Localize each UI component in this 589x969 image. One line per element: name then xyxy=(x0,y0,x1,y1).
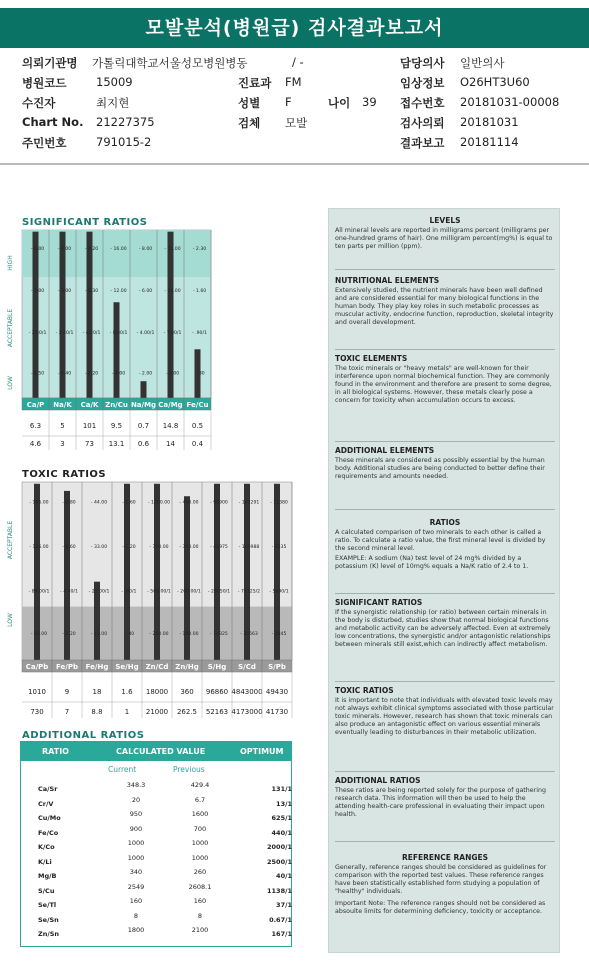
levels-text: All mineral levels are reported in milligrams percent (milligrams per one-hundred grams of hair). One milligram percent(mg%) is equal to ten parts per million (ppm). xyxy=(335,227,553,250)
current-value: 4843000 xyxy=(231,688,263,696)
previous-value: 730 xyxy=(30,708,44,716)
cell-previous: 429.4 xyxy=(190,781,210,789)
tick-label: - 28650/1 xyxy=(207,589,231,595)
current-value: 49430 xyxy=(265,688,289,696)
cell-ratio: K/Li xyxy=(38,857,52,866)
patient-value: 최지현 xyxy=(96,96,130,110)
clinical-label: 임상정보 xyxy=(400,76,445,90)
sub-current: Current xyxy=(108,765,137,774)
tick-label: - 4.20/1 xyxy=(82,331,101,337)
tick-label: - .80/1 xyxy=(121,589,137,595)
previous-value: 8.8 xyxy=(91,708,103,716)
hospital-sep: / - xyxy=(292,55,304,69)
ref-note: Important Note: The reference ranges should not be considered as absoulte limits for determining deficiency, toxicity or acceptance. xyxy=(335,900,546,915)
tick-label: - 300.00 xyxy=(179,544,199,550)
received-label: 접수번호 xyxy=(400,96,445,110)
high-zone xyxy=(22,230,211,277)
current-value: 1.6 xyxy=(121,688,133,696)
tick-label: - 6.60 xyxy=(62,544,76,550)
cell-optimum: 2000/1 xyxy=(267,843,292,851)
cell-optimum: 40/1 xyxy=(276,872,292,880)
page-title: 모발분석(병원급) 검사결과보고서 xyxy=(0,8,589,48)
ref-text: Generally, reference ranges should be considered as guidelines for comparison with the reported test values. These reference ranges have been statistically established form studying a population of "healthy" individuals. xyxy=(335,864,547,895)
reference-panel xyxy=(328,208,560,953)
tick-label: - 2.50/1 xyxy=(28,331,47,337)
tox-heading: TOXIC RATIOS xyxy=(335,686,394,695)
tick-label: - 2.30 xyxy=(192,247,207,253)
cell-ratio: Cr/V xyxy=(38,799,54,808)
sex-value: F xyxy=(285,95,292,109)
tick-label: - 11.00 xyxy=(90,632,108,638)
col-optimum: OPTIMUM xyxy=(240,747,284,756)
additional-ratios-table xyxy=(20,741,292,947)
tick-label: - 750.00 xyxy=(149,544,169,550)
tick-label: - 126.00 xyxy=(29,544,49,550)
tick-label: - 106988 xyxy=(238,544,260,550)
tick-label: - 12.00 xyxy=(110,289,127,295)
toxic-elements-heading: TOXIC ELEMENTS xyxy=(335,354,408,363)
cell-optimum: 37/1 xyxy=(276,901,292,909)
tick-label: - 8.00 xyxy=(138,247,153,253)
cell-optimum: 13/1 xyxy=(276,799,292,808)
tick-label: - 1.40 xyxy=(57,371,72,377)
tick-label: - 3.00 xyxy=(30,289,45,295)
nutritional-text: Extensively studied, the nutrient minerals have been well defined and are considered essential for many biological functions in the human body. They play key roles in such metabolic processes as muscular activity, endocrine function, reproduction, skeletal integrity and overall development. xyxy=(335,287,554,326)
current-value: 101 xyxy=(82,422,97,430)
additional-elements-heading: ADDITIONAL ELEMENTS xyxy=(335,446,435,455)
column-label: Fe/Cu xyxy=(186,401,209,409)
current-value: 0.7 xyxy=(137,422,150,430)
additional-row xyxy=(20,853,292,871)
additional-header: ADDITIONAL RATIOS xyxy=(22,730,145,741)
cell-current: 900 xyxy=(129,824,143,833)
additional-row xyxy=(20,882,292,900)
tick-label: - 250.00 xyxy=(149,632,169,638)
additional-row xyxy=(20,926,292,943)
additional-row xyxy=(20,911,292,929)
tick-label: - 44.00 xyxy=(90,500,108,506)
tick-label: - 8.00/1 xyxy=(109,331,128,337)
tick-label: - 142291 xyxy=(238,500,260,506)
cell-previous: 2608.1 xyxy=(188,882,212,891)
tick-label: - 98900 xyxy=(210,500,228,506)
tick-label: - .40 xyxy=(123,632,135,638)
cell-ratio: K/Co xyxy=(38,843,55,851)
tick-label: - 16.00 xyxy=(110,247,127,253)
cell-current: 20 xyxy=(131,795,141,804)
sub-previous: Previous xyxy=(173,765,205,774)
column-label: Ca/K xyxy=(80,401,99,409)
cell-ratio: Mg/B xyxy=(38,872,57,880)
column-label: Na/Mg xyxy=(130,401,157,409)
cell-current: 8 xyxy=(133,911,139,920)
tick-label: - 42975 xyxy=(210,544,228,550)
cell-previous: 1000 xyxy=(191,839,209,847)
col-calculated: CALCULATED VALUE xyxy=(116,747,206,756)
tick-label: - 4.40/1 xyxy=(60,589,78,595)
tick-label: - 5.30 xyxy=(84,289,99,295)
column-label: S/Pb xyxy=(268,663,286,671)
additional-table-header xyxy=(20,741,292,761)
tick-label: - 8.20 xyxy=(84,247,99,253)
hospital-value: 가톨릭대학교서울성모병원병동 xyxy=(92,56,248,70)
tick-label: - 8535 xyxy=(271,544,287,550)
cell-optimum: 2500/1 xyxy=(267,857,292,866)
ref-heading: REFERENCE RANGES xyxy=(401,853,489,862)
requested-value: 20181031 xyxy=(460,115,519,129)
additional-row xyxy=(20,897,292,914)
column-label: Fe/Hg xyxy=(85,663,109,671)
cell-previous: 8 xyxy=(197,911,203,920)
tick-label: - 2.40/1 xyxy=(55,331,74,337)
previous-value: 1 xyxy=(124,708,130,716)
cell-optimum: 440/1 xyxy=(271,828,292,837)
previous-value: 262.5 xyxy=(176,708,198,716)
cell-ratio: Se/Tl xyxy=(38,901,57,909)
add-text: These ratios are being reported solely for the purpose of gathering research data. This information will then be used to help the attending health-care professional in evaluating their impact upon health. xyxy=(335,787,546,818)
tick-label: - 6.00 xyxy=(30,247,45,253)
current-value: 96860 xyxy=(205,688,229,696)
column-label: S/Cd xyxy=(238,663,256,671)
tick-label: - 500.00/1 xyxy=(147,589,171,595)
tick-label: - 100.00 xyxy=(179,632,199,638)
cell-optimum: 0.67/1 xyxy=(269,915,292,924)
zone-label: ACCEPTABLE xyxy=(7,520,14,560)
current-value: 9 xyxy=(64,688,70,696)
cell-current: 340 xyxy=(129,868,143,876)
add-heading: ADDITIONAL RATIOS xyxy=(335,776,421,785)
ratios-example: EXAMPLE: A sodium (Na) test level of 24 mg% divided by a potassium (K) level of 10mg% equals a Na/K ratio of 2.4 to 1. xyxy=(335,555,529,570)
current-value: 5 xyxy=(60,422,65,430)
significant-ratios-chart xyxy=(0,228,215,468)
tick-label: - 1.60 xyxy=(122,500,136,506)
reported-label: 결과보고 xyxy=(400,136,445,150)
previous-value: 21000 xyxy=(145,708,169,716)
additional-row xyxy=(20,810,292,827)
cell-ratio: Se/Sn xyxy=(38,915,59,924)
tick-label: - 1000.00 xyxy=(147,500,171,506)
column-label: Ca/Pb xyxy=(25,663,49,671)
tick-label: - 400.00 xyxy=(179,500,199,506)
column-label: Fe/Pb xyxy=(56,663,78,671)
previous-value: 0.6 xyxy=(137,440,150,448)
zone-label: LOW xyxy=(7,613,14,627)
tick-label: - 42.00 xyxy=(30,632,48,638)
additional-row xyxy=(20,824,292,842)
header-divider xyxy=(0,163,589,165)
tick-label: - 22.00/1 xyxy=(88,589,110,595)
current-value: 9.5 xyxy=(110,422,123,430)
previous-value: 14 xyxy=(166,440,175,448)
column-label: Se/Hg xyxy=(115,663,139,671)
tick-label: - 14325 xyxy=(210,632,228,638)
tick-label: - 1.20 xyxy=(122,544,136,550)
cell-ratio: Fe/Co xyxy=(38,828,59,837)
cell-previous: 160 xyxy=(193,897,207,905)
reported-value: 20181114 xyxy=(460,135,519,149)
id-label: 주민번호 xyxy=(22,136,67,150)
cell-current: 1800 xyxy=(127,926,145,934)
hospital-label: 의뢰기관명 xyxy=(22,56,78,70)
cell-ratio: Cu/Mo xyxy=(38,814,61,822)
cell-ratio: Zn/Sn xyxy=(38,930,60,938)
cell-previous: 2100 xyxy=(191,926,209,934)
chart-value: 21227375 xyxy=(96,115,155,129)
cell-optimum: 1138/1 xyxy=(267,886,292,895)
doctor-label: 담당의사 xyxy=(400,56,445,70)
zone-label: ACCEPTABLE xyxy=(7,308,14,348)
tick-label: - 3.00 xyxy=(165,371,180,377)
toxic-elements-text: The toxic minerals or "heavy metals" are well-known for their interference upon normal biochemical function. They are commonly found in the environment and therefore are present to some degree, in all biological systems. However, these metals clearly pose a concern for toxicity when accumulation occurs to excess. xyxy=(335,365,552,404)
cell-previous: 6.7 xyxy=(194,795,206,804)
bar-zn-cu xyxy=(114,302,120,398)
cell-current: 1000 xyxy=(127,853,145,862)
tick-label: - 71125/2 xyxy=(237,589,261,595)
tick-label: - .90/1 xyxy=(192,331,207,337)
cell-current: 160 xyxy=(129,897,143,905)
tick-label: - 1.60 xyxy=(192,289,207,295)
cell-previous: 1000 xyxy=(191,853,209,862)
previous-value: 4173000 xyxy=(231,708,263,716)
current-value: 1010 xyxy=(28,688,46,696)
nutritional-heading: NUTRITIONAL ELEMENTS xyxy=(335,276,440,285)
toxic-header: TOXIC RATIOS xyxy=(22,469,107,480)
previous-value: 3 xyxy=(60,440,65,448)
specimen-label: 검체 xyxy=(238,116,261,130)
cell-current: 348.3 xyxy=(126,781,146,789)
tick-label: - 84.00/1 xyxy=(28,589,50,595)
tick-label: - 4.00 xyxy=(57,247,72,253)
requested-label: 검사의뢰 xyxy=(400,116,445,130)
cell-previous: 700 xyxy=(193,824,207,833)
column-label: Zn/Cd xyxy=(145,663,169,671)
tick-label: - 4.00/1 xyxy=(136,331,155,337)
col-ratio: RATIO xyxy=(42,747,69,756)
tick-label: - 35563 xyxy=(240,632,258,638)
column-label: S/Hg xyxy=(207,663,227,671)
cell-current: 1000 xyxy=(127,839,145,847)
tick-label: - 3.00 xyxy=(57,289,72,295)
current-value: 18000 xyxy=(145,688,169,696)
current-value: 360 xyxy=(180,688,194,696)
cell-ratio: S/Cu xyxy=(38,886,55,895)
cell-optimum: 625/1 xyxy=(271,814,292,822)
tox-text: It is important to note that individuals with elevated toxic levels may not always exhibit clinical symptoms associated with those particular toxic minerals. However, research has shown that toxic minerals can also produce an antagonistic effect on various essential minerals eventually leading to disturbances in their metabolic utilization. xyxy=(335,697,554,736)
additional-row xyxy=(20,868,292,885)
code-label: 병원코드 xyxy=(22,76,67,90)
tick-label: - 7.00/1 xyxy=(163,331,182,337)
previous-value: 4.6 xyxy=(29,440,42,448)
cell-current: 950 xyxy=(129,810,143,818)
column-label: Ca/P xyxy=(26,401,45,409)
significant-header: SIGNIFICANT RATIOS xyxy=(22,217,148,228)
previous-value: 41730 xyxy=(265,708,289,716)
chart-label: Chart No. xyxy=(22,115,84,129)
column-label: Zn/Hg xyxy=(175,663,199,671)
ratios-heading: RATIOS xyxy=(429,518,461,527)
cell-previous: 260 xyxy=(193,868,207,876)
column-label: Zn/Cu xyxy=(105,401,128,409)
additional-row xyxy=(20,839,292,856)
tick-label: - 6.00 xyxy=(138,289,153,295)
tick-label: - 2.20 xyxy=(84,371,99,377)
column-label: Ca/Mg xyxy=(158,401,183,409)
dept-value: FM xyxy=(285,75,302,89)
cell-current: 2549 xyxy=(127,882,145,891)
zone-label: LOW xyxy=(7,376,14,390)
tick-label: - 8.80 xyxy=(62,500,76,506)
current-value: 6.3 xyxy=(29,422,42,430)
previous-value: 13.1 xyxy=(108,440,125,448)
levels-heading: LEVELS xyxy=(429,216,461,225)
sig-text: If the synergistic relationship (or ratio) between certain minerals in the body is disturbed, studies show that normal biological functions and metabolic activity can be adversely affected. Even at extremely low concentrations, the synergistic and/or antagonistic relationships between minerals still exist,which can indirectly affect metabolism. xyxy=(335,609,551,648)
tick-label: - 2845 xyxy=(271,632,287,638)
tick-label: - 10.00 xyxy=(164,289,181,295)
tick-label: - 11380 xyxy=(270,500,288,506)
previous-value: 73 xyxy=(85,440,94,448)
doctor-value: 일반의사 xyxy=(460,56,505,70)
clinical-value: O26HT3U60 xyxy=(460,75,530,89)
tick-label: - 2.20 xyxy=(62,632,76,638)
tick-label: - 2.00 xyxy=(138,371,153,377)
tick-label: - 11.00 xyxy=(164,247,181,253)
previous-value: 7 xyxy=(64,708,70,716)
code-value: 15009 xyxy=(96,75,133,89)
zone-label: HIGH xyxy=(7,255,14,271)
current-value: 0.5 xyxy=(191,422,204,430)
tick-label: - 200.00/1 xyxy=(177,589,201,595)
additional-row xyxy=(20,795,292,813)
cell-previous: 1600 xyxy=(191,810,209,818)
specimen-value: 모발 xyxy=(285,116,308,130)
cell-optimum: 131/1 xyxy=(271,785,292,793)
current-value: 18 xyxy=(92,688,102,696)
dept-label: 진료과 xyxy=(238,76,272,90)
age-label: 나이 xyxy=(328,96,351,110)
bar-na-mg xyxy=(141,381,147,398)
tick-label: - .30 xyxy=(194,371,205,377)
column-label: Na/K xyxy=(53,401,72,409)
sex-label: 성별 xyxy=(238,96,261,110)
patient-label: 수진자 xyxy=(22,96,56,110)
tick-label: - 1.50 xyxy=(30,371,45,377)
received-value: 20181031-00008 xyxy=(460,95,560,109)
cell-ratio: Ca/Sr xyxy=(38,785,58,793)
current-value: 14.8 xyxy=(162,422,179,430)
additional-elements-text: These minerals are considered as possibly essential by the human body. Additional studies are being conducted to better define their requirements and amounts needed. xyxy=(335,457,545,480)
id-value: 791015-2 xyxy=(96,135,152,149)
ratios-text: A calculated comparison of two minerals to each other is called a ratio. To calculate a ratio value, the first mineral level is divided by the second mineral level. xyxy=(335,529,546,552)
tick-label: - 33.00 xyxy=(90,544,108,550)
tick-label: - 4.00 xyxy=(111,371,126,377)
tick-label: - 165.00 xyxy=(29,500,49,506)
cell-optimum: 167/1 xyxy=(271,930,292,938)
previous-value: 52163 xyxy=(205,708,229,716)
tick-label: - 5690/1 xyxy=(269,589,289,595)
previous-value: 0.4 xyxy=(191,440,204,448)
toxic-ratios-chart xyxy=(0,480,300,720)
sig-heading: SIGNIFICANT RATIOS xyxy=(335,598,423,607)
age-value: 39 xyxy=(362,95,377,109)
additional-row xyxy=(20,781,292,798)
